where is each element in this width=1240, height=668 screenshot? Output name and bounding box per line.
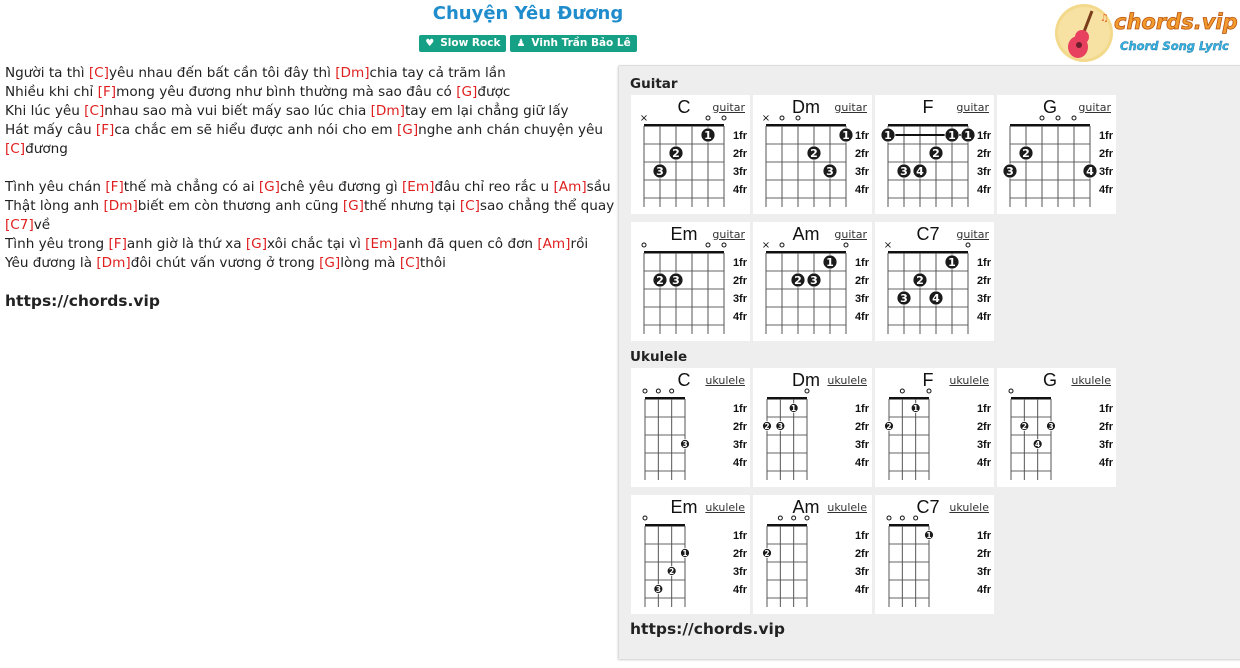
fret-label: 3fr (732, 566, 747, 578)
muted-string-icon: × (883, 240, 893, 251)
lyric-text: thế nhưng tại (364, 198, 460, 214)
fret-label: 2fr (976, 548, 991, 560)
chord-link[interactable]: [G] (342, 198, 364, 214)
chord-name: C (677, 370, 691, 390)
lyric-text: chia tay cả trăm lần (369, 65, 506, 81)
finger-number: 2 (794, 274, 802, 287)
fret-label: 3fr (976, 566, 991, 578)
svg-text:♫: ♫ (1100, 13, 1109, 24)
artist-label: Vinh Trần Bảo Lê (531, 37, 631, 49)
fret-label: 4fr (854, 457, 869, 469)
instrument-link[interactable]: guitar (1078, 101, 1111, 114)
lyric-text: được (477, 84, 511, 100)
fret-label: 3fr (732, 293, 747, 305)
fret-label: 1fr (732, 530, 747, 542)
finger-number: 4 (916, 165, 924, 178)
finger-number: 2 (1021, 422, 1027, 431)
chord-link[interactable]: [Dm] (103, 198, 138, 214)
heart-music-icon: ♥ (425, 38, 435, 49)
lyric-text: tay em lại chẳng giữ lấy (404, 103, 569, 119)
fret-label: 1fr (854, 257, 869, 269)
chord-name: C7 (916, 224, 940, 244)
finger-number: 3 (1006, 165, 1014, 178)
finger-number: 1 (884, 129, 892, 142)
chord-card-guitar[interactable] (875, 95, 994, 214)
chord-link[interactable]: [F] (95, 122, 115, 138)
finger-number: 2 (764, 549, 770, 558)
lyric-line (5, 216, 615, 235)
muted-string-icon: × (761, 240, 771, 251)
lyric-text: thế mà chẳng có ai (123, 179, 259, 195)
chord-name: F (922, 97, 934, 117)
fret-label: 4fr (1098, 184, 1113, 196)
fret-label: 4fr (1098, 457, 1113, 469)
chord-link[interactable]: [G] (245, 236, 268, 252)
fret-label: 1fr (976, 403, 991, 415)
chord-name: F (922, 370, 934, 390)
finger-number: 1 (682, 549, 688, 558)
lyric-text: lòng mà (340, 255, 400, 271)
fret-label: 4fr (732, 457, 747, 469)
fret-label: 1fr (976, 257, 991, 269)
fret-label: 1fr (854, 403, 869, 415)
logo-tagline: Chord Song Lyric (1120, 39, 1229, 53)
finger-number: 1 (964, 129, 972, 142)
fret-label: 3fr (1098, 166, 1113, 178)
instrument-link[interactable]: ukulele (949, 501, 989, 514)
instrument-link[interactable]: ukulele (705, 501, 745, 514)
fret-label: 1fr (854, 130, 869, 142)
lyric-text: anh đã quen cô đơn (397, 236, 538, 252)
instrument-link[interactable]: ukulele (1071, 374, 1111, 387)
lyric-line (5, 254, 615, 273)
song-tags (0, 35, 1056, 52)
finger-number: 3 (810, 274, 818, 287)
finger-number: 1 (948, 129, 956, 142)
fret-label: 2fr (732, 275, 747, 287)
artist-badge[interactable] (510, 35, 636, 52)
fret-label: 2fr (976, 148, 991, 160)
finger-number: 2 (932, 147, 940, 160)
lyric-text: Tình yêu chán (5, 179, 106, 195)
lyric-line (5, 235, 615, 254)
chord-card-ukulele[interactable] (631, 368, 750, 487)
lyric-text: đương (25, 141, 68, 157)
fret-label: 4fr (732, 584, 747, 596)
lyric-text: nhau sao mà vui biết mấy sao lúc chia (104, 103, 371, 119)
chord-card-guitar[interactable] (631, 222, 750, 341)
instrument-link[interactable]: ukulele (827, 374, 867, 387)
fret-label: 1fr (976, 530, 991, 542)
chord-name: Dm (792, 97, 820, 117)
finger-number: 4 (932, 292, 940, 305)
fret-label: 3fr (1098, 439, 1113, 451)
chord-link[interactable]: [Em] (365, 236, 398, 252)
lyric-line (5, 121, 615, 140)
fret-label: 1fr (1098, 130, 1113, 142)
finger-number: 2 (764, 422, 770, 431)
chord-link[interactable]: [C] (5, 141, 26, 157)
instrument-link[interactable]: ukulele (827, 501, 867, 514)
fret-label: 1fr (732, 403, 747, 415)
muted-string-icon: × (639, 113, 649, 124)
lyric-text: yêu nhau đến bất cần tôi đây thì (108, 65, 336, 81)
chord-link[interactable]: [F] (108, 236, 127, 252)
finger-number: 1 (913, 404, 919, 413)
lyric-text: Khi lúc yêu (5, 103, 85, 119)
chord-name: G (1042, 370, 1057, 390)
finger-number: 1 (704, 129, 712, 142)
lyric-text: nghe anh chán chuyện yêu (418, 122, 603, 138)
chord-name: Am (792, 497, 820, 517)
instrument-link[interactable]: ukulele (949, 374, 989, 387)
chord-link[interactable]: [C] (399, 255, 420, 271)
chord-link[interactable]: [C] (459, 198, 480, 214)
instrument-link[interactable]: guitar (956, 228, 989, 241)
fret-label: 3fr (732, 439, 747, 451)
chord-card-guitar[interactable] (753, 222, 872, 341)
chord-name: Em (670, 224, 698, 244)
chord-link[interactable]: [G] (319, 255, 341, 271)
finger-number: 3 (900, 165, 908, 178)
chord-link[interactable]: [F] (105, 179, 124, 195)
chord-name: G (1042, 97, 1057, 117)
fret-label: 4fr (732, 311, 747, 323)
finger-number: 3 (777, 422, 783, 431)
chord-card-ukulele[interactable] (753, 368, 872, 487)
lyric-text: Thật lòng anh (5, 198, 104, 214)
finger-number: 3 (900, 292, 908, 305)
finger-number: 2 (810, 147, 818, 160)
instrument-link[interactable]: guitar (712, 228, 745, 241)
fret-label: 3fr (732, 166, 747, 178)
lyric-line (5, 140, 615, 159)
fret-label: 1fr (732, 257, 747, 269)
section-label-guitar: Guitar (630, 76, 678, 92)
lyric-line (5, 102, 615, 121)
fret-label: 2fr (854, 275, 869, 287)
fret-label: 4fr (732, 184, 747, 196)
song-title: Chuyện Yêu Đương (432, 3, 624, 24)
finger-number: 2 (672, 147, 680, 160)
chord-card-ukulele[interactable] (997, 368, 1116, 487)
guitar-logo-icon (1054, 3, 1240, 63)
lyric-text: anh giờ là thứ xa (126, 236, 246, 252)
finger-number: 3 (656, 165, 664, 178)
lyric-text: đâu chỉ reo rắc u (434, 179, 554, 195)
fret-label: 1fr (732, 130, 747, 142)
finger-number: 3 (826, 165, 834, 178)
chord-link[interactable]: [F] (97, 84, 117, 100)
lyric-line (5, 178, 615, 197)
instrument-link[interactable]: guitar (712, 101, 745, 114)
finger-number: 2 (669, 567, 675, 576)
fret-label: 2fr (732, 148, 747, 160)
fret-label: 2fr (1098, 148, 1113, 160)
chord-link[interactable]: [Em] (401, 179, 435, 195)
lyric-text: thôi (419, 255, 446, 271)
lyric-line (5, 83, 615, 102)
chord-link[interactable]: [G] (258, 179, 280, 195)
muted-string-icon: × (761, 113, 771, 124)
lyric-text: Yêu đương là (5, 255, 97, 271)
fret-label: 4fr (976, 311, 991, 323)
chord-link[interactable]: [C] (88, 65, 109, 81)
chord-card-ukulele[interactable] (875, 368, 994, 487)
chord-card-guitar[interactable] (631, 95, 750, 214)
fret-label: 4fr (854, 311, 869, 323)
chord-link[interactable]: [G] (396, 122, 419, 138)
fret-label: 1fr (1098, 403, 1113, 415)
finger-number: 3 (655, 585, 661, 594)
lyric-text: đôi chút vấn vương ở trong (130, 255, 320, 271)
fret-label: 3fr (976, 293, 991, 305)
fret-label: 1fr (854, 530, 869, 542)
chord-card-ukulele[interactable] (631, 495, 750, 614)
chord-link[interactable]: [C7] (5, 217, 34, 233)
fret-label: 2fr (1098, 421, 1113, 433)
site-logo[interactable] (1054, 3, 1240, 63)
person-icon: ♟ (516, 38, 526, 49)
fret-label: 2fr (976, 421, 991, 433)
lyric-text: về (33, 217, 51, 233)
fret-label: 2fr (854, 148, 869, 160)
finger-number: 2 (916, 274, 924, 287)
lyric-text: Người ta thì (5, 65, 89, 81)
lyric-line (5, 64, 615, 83)
lyric-text: Hát mấy câu (5, 122, 96, 138)
instrument-link[interactable]: ukulele (705, 374, 745, 387)
site-url[interactable]: https://chords.vip (5, 292, 160, 310)
chord-name: Em (670, 497, 698, 517)
chord-card-guitar[interactable] (875, 222, 994, 341)
chord-card-ukulele[interactable] (753, 495, 872, 614)
finger-number: 3 (682, 440, 688, 449)
finger-number: 1 (826, 256, 834, 269)
chord-link[interactable]: [Dm] (335, 65, 370, 81)
fret-label: 4fr (976, 584, 991, 596)
chord-link[interactable]: [Dm] (370, 103, 405, 119)
lyric-text: sao chẳng thể quay (479, 198, 615, 214)
fret-label: 3fr (854, 439, 869, 451)
genre-label: Slow Rock (440, 37, 501, 49)
fret-label: 3fr (854, 293, 869, 305)
fret-label: 2fr (854, 548, 869, 560)
finger-number: 1 (926, 531, 932, 540)
fret-label: 2fr (854, 421, 869, 433)
section-label-ukulele: Ukulele (630, 349, 688, 365)
finger-number: 2 (1022, 147, 1030, 160)
fret-label: 4fr (854, 184, 869, 196)
finger-number: 1 (948, 256, 956, 269)
lyric-text: xôi chắc tại vì (267, 236, 366, 252)
lyric-text: Tình yêu trong (5, 236, 109, 252)
finger-number: 3 (1048, 422, 1054, 431)
chord-link[interactable]: [C] (84, 103, 105, 119)
lyrics-body (5, 64, 615, 273)
finger-number: 4 (1086, 165, 1094, 178)
fret-label: 3fr (976, 166, 991, 178)
lyric-text: sầu (586, 179, 611, 195)
lyric-text: mong yêu đương như bình thường mà sao đâu có (116, 84, 457, 100)
lyric-line (5, 197, 615, 216)
fret-label: 2fr (732, 548, 747, 560)
lyric-text: Nhiều khi chỉ (5, 84, 98, 100)
fret-label: 3fr (976, 439, 991, 451)
fret-label: 2fr (976, 275, 991, 287)
finger-number: 2 (886, 422, 892, 431)
lyric-text: rồi (570, 236, 589, 252)
fret-label: 4fr (976, 457, 991, 469)
finger-number: 3 (672, 274, 680, 287)
finger-number: 4 (1035, 440, 1041, 449)
chord-name: C (677, 97, 691, 117)
chord-name: Dm (792, 370, 820, 390)
logo-text: chords.vip (1114, 10, 1238, 34)
lyric-line (5, 159, 615, 178)
chord-card-ukulele[interactable] (875, 495, 994, 614)
instrument-link[interactable]: guitar (834, 101, 867, 114)
chord-name: C7 (916, 497, 940, 517)
fret-label: 3fr (854, 566, 869, 578)
chord-card-guitar[interactable] (997, 95, 1116, 214)
panel-site-url[interactable]: https://chords.vip (630, 620, 785, 638)
chord-link[interactable]: [Dm] (96, 255, 131, 271)
chord-link[interactable]: [Am] (537, 236, 571, 252)
finger-number: 1 (842, 129, 850, 142)
lyric-text: biết em còn thương anh cũng (137, 198, 343, 214)
chord-link[interactable]: [G] (456, 84, 478, 100)
chord-name: Am (792, 224, 820, 244)
finger-number: 2 (656, 274, 664, 287)
fret-label: 4fr (976, 184, 991, 196)
fret-label: 4fr (854, 584, 869, 596)
genre-badge[interactable] (419, 35, 506, 52)
instrument-link[interactable]: guitar (956, 101, 989, 114)
finger-number: 1 (791, 404, 797, 413)
fret-label: 2fr (732, 421, 747, 433)
lyric-text: chê yêu đương gì (280, 179, 402, 195)
chord-card-guitar[interactable] (753, 95, 872, 214)
lyric-text: ca chắc em sẽ hiểu được anh nói cho em (114, 122, 397, 138)
instrument-link[interactable]: guitar (834, 228, 867, 241)
fret-label: 1fr (976, 130, 991, 142)
chord-link[interactable]: [Am] (553, 179, 587, 195)
fret-label: 3fr (854, 166, 869, 178)
